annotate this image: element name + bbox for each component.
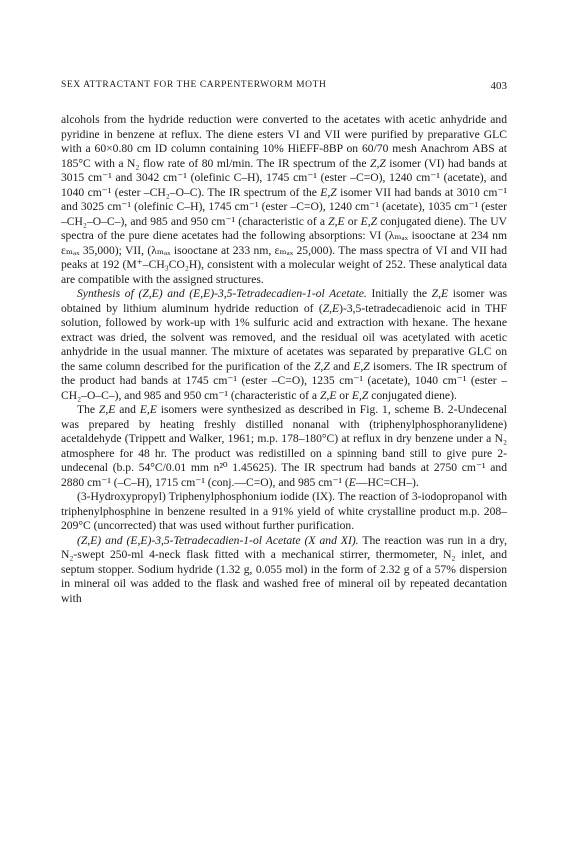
paragraph-p1 bbox=[61, 113, 507, 287]
italic-run: (Z,E) and (E,E)-3,5-Tetradecadien-1-ol Acetate (X and XI). bbox=[77, 533, 359, 547]
text-run: and bbox=[329, 359, 354, 373]
italic-run: Z,E bbox=[98, 403, 116, 416]
italic-run: Z,E bbox=[431, 287, 449, 300]
italic-run: E,Z bbox=[360, 214, 378, 228]
italic-run: Synthesis of (Z,E) and (E,E)-3,5-Tetradecadien-1-ol Acetate. bbox=[77, 287, 367, 300]
italic-run: Z,E bbox=[322, 301, 340, 315]
text-run: conjugated diene). The UV spectra of the pure diene acetates had the following absorptions: VI (λₘₐₓ isooctane at 234 nm εₘₐₓ 35,000); VII, (λₘₐₓ isooctane at 233 nm, εₘₐₓ 25,000). The mass spectra of VI and VII had peaks at 192 (M⁺–CH₃CO₂H), consistent with a molecular weight of 252. These analytical data are compatible with the assigned structures. bbox=[61, 214, 507, 286]
italic-run: E,Z bbox=[351, 388, 369, 402]
text-run: conjugated diene). bbox=[368, 388, 457, 402]
text-run: isomer VII had bands at 3010 cm⁻¹ and 3025 cm⁻¹ (olefinic C–H), 1745 cm⁻¹ (ester –C=O), 1240 cm⁻¹ (acetate), 1035 cm⁻¹ (ester –CH₂–O–C–), and 985 and 950 cm⁻¹ (characteristic of a bbox=[61, 185, 507, 228]
text-run: isomer (VI) had bands at 3015 cm⁻¹ and 3042 cm⁻¹ (olefinic C–H), 1745 cm⁻¹ (ester –C=O), 1240 cm⁻¹ (acetate), and 1040 cm⁻¹ (ester –CH₂–O–C). The IR spectrum of the bbox=[61, 156, 507, 199]
text-run: or bbox=[344, 214, 361, 228]
italic-run: E,Z bbox=[353, 359, 370, 373]
page-number: 403 bbox=[490, 80, 507, 92]
text-run: )-3,5-tetradecadienoic acid in THF solution, followed by work-up with 1% sulfuric acid and extraction with hexane. The hexane extract was dried, the solvent was removed, and the residual oil was acetylated with acetic anhydride in the usual manner. The mixture of acetates was separated by preparative GLC on the same column described for the purification of the bbox=[61, 301, 508, 373]
paragraph-p4 bbox=[61, 490, 507, 534]
italic-run: Z,Z bbox=[313, 359, 330, 373]
text-run: Initially the bbox=[366, 287, 432, 300]
text-run: (3-Hydroxypropyl) Triphenylphosphonium iodide (IX). The reaction of 3-iodopropanol with triphenylphosphine in benzene resulted in a 91% yield of white crystalline product m.p. 208–209°C (uncorrected) that was used without further purification. bbox=[61, 490, 507, 532]
italic-run: Z,E bbox=[319, 388, 337, 402]
italic-run: E,Z bbox=[320, 185, 337, 199]
italic-run: E,E bbox=[139, 403, 157, 416]
italic-run: E bbox=[348, 475, 356, 489]
text-run: and bbox=[115, 403, 140, 416]
paragraph-p5 bbox=[61, 534, 507, 607]
paragraph-p3 bbox=[61, 403, 507, 490]
text-run: isomers were synthesized as described in Fig. 1, scheme B. 2-Undecenal was prepared by heating freshly distilled nonanal with (triphenylphosphoranylidene) acetaldehyde (Trippett and Walker, 1961; m.p. 178–180°C) at reflux in dry benzene under a N₂ atmosphere for 48 hr. The product was redistilled on a spinning band still to give pure 2-undecenal (b.p. 54°C/0.01 mm n²⁰ 1.45625). The IR spectrum had bands at 2750 cm⁻¹ and 2880 cm⁻¹ (–C–H), 1715 cm⁻¹ (conj.—C=O), and 985 cm⁻¹ ( bbox=[61, 403, 507, 489]
text-run: The reaction was run in a dry, N₂-swept 250-ml 4-neck flask fitted with a mechanical stirrer, thermometer, N₂ inlet, and septum stopper. Sodium hydride (1.32 g, 0.055 mol) in the form of 2.32 g of a 57% dispersion in mineral oil was added to the flask and washed free of mineral oil by repeated decantation with bbox=[61, 533, 507, 605]
text-run: isomer was obtained by lithium aluminum hydride reduction of ( bbox=[61, 287, 507, 315]
body-text bbox=[61, 113, 507, 606]
text-run: isomers. The IR spectrum of the product had bands at 1745 cm⁻¹ (ester –C=O), 1235 cm⁻¹ (acetate), 1040 cm⁻¹ (ester –CH₂–O–C–), and 985 and 950 cm⁻¹ (characteristic of a bbox=[61, 359, 507, 402]
text-run: The bbox=[77, 403, 99, 416]
text-run: —HC=CH–). bbox=[355, 475, 419, 489]
running-head bbox=[61, 80, 507, 94]
paragraph-p2 bbox=[61, 287, 507, 403]
italic-run: Z,Z bbox=[370, 156, 386, 170]
running-title: SEX ATTRACTANT FOR THE CARPENTERWORM MOTH bbox=[61, 80, 327, 90]
text-run: alcohols from the hydride reduction were converted to the acetates with acetic anhydride and pyridine in benzene at reflux. The diene esters VI and VII were purified by preparative GLC with a 60×0.80 cm ID column containing 10% HiEFF-8BP on 60/70 mesh Anachrom ABS at 185°C with a N₂ flow rate of 80 ml/min. The IR spectrum of the bbox=[61, 113, 507, 170]
italic-run: Z,E bbox=[328, 214, 345, 228]
text-run: or bbox=[336, 388, 352, 402]
